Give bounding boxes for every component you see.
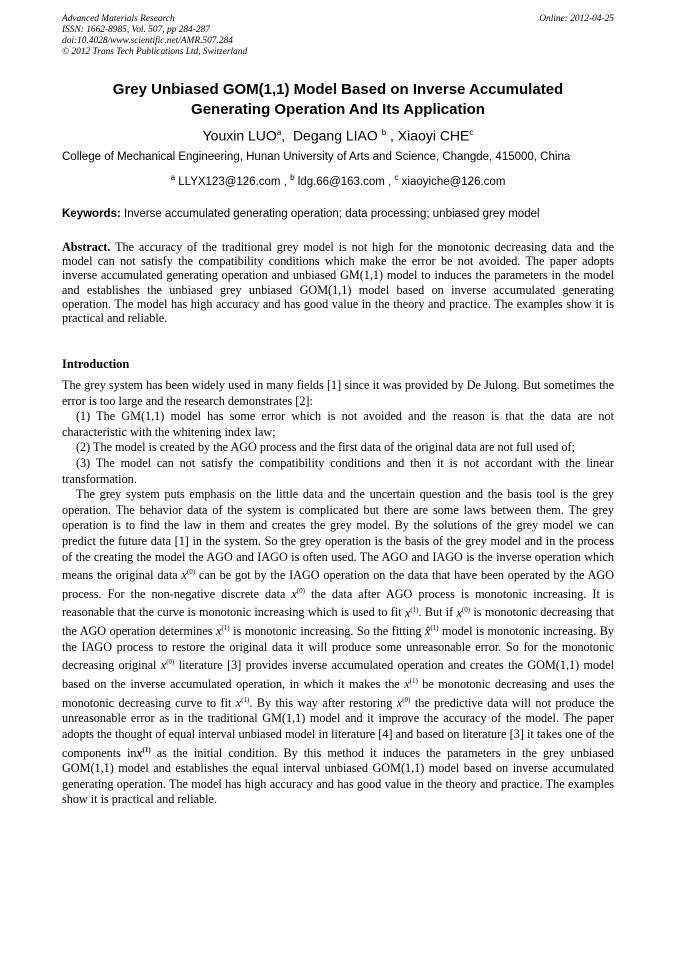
journal-issn: ISSN: 1662-8985, Vol. 507, pp 284-287	[62, 25, 210, 35]
text-run: . By this way after restoring	[249, 695, 397, 710]
math-sup: (1)	[142, 745, 151, 754]
math-sup: (1)	[430, 624, 439, 633]
author-1-mark: a	[276, 128, 282, 137]
math-x1	[404, 677, 418, 691]
abstract	[62, 240, 614, 325]
math-sup: (1)	[410, 605, 419, 614]
email-2: ldg.66@163.com	[297, 175, 385, 188]
email-1: LLYX123@126.com	[178, 175, 281, 188]
introduction-body	[62, 378, 614, 808]
text-run: as the initial condition. By this method it induces the parameters in the grey unbiased GOM(1,1) model and establishes the equal interval unbiased GOM(1,1) model based on inverse accumulated generating operation. The model has high accuracy and has good value in the theory and practice. The examples show it is practical and reliable.	[62, 745, 614, 807]
keywords-label: Keywords:	[62, 208, 121, 220]
email-3: xiaoyiche@126.com	[401, 175, 506, 188]
math-var: x	[404, 605, 411, 620]
keywords-text: Inverse accumulated generating operation; data processing; unbiased grey model	[124, 208, 540, 220]
math-var: x	[136, 745, 143, 760]
intro-list-item-2: (2) The model is created by the AGO process and the first data of the original data are not full used of;	[76, 440, 575, 455]
text-run: literature [3] provides inverse accumulated operation and creates the GOM(1,1) model based on the inverse accumulated operation, in which it makes the	[62, 658, 615, 692]
text-run: can be got by the IAGO operation on the data that have been operated by the AGO process. For the non-negative discrete data	[62, 568, 615, 601]
author-3: Xiaoyi CHE	[397, 127, 470, 144]
math-sup: (1)	[409, 677, 418, 685]
math-sup: (1)	[221, 624, 230, 633]
math-var: x	[404, 677, 410, 692]
math-var: x	[181, 568, 187, 583]
author-2-mark: b	[381, 128, 387, 137]
math-var: x	[291, 586, 297, 601]
math-sup: (1)	[241, 695, 250, 704]
math-x1	[405, 606, 419, 620]
section-heading-introduction: Introduction	[62, 357, 130, 371]
author-2: Degang LIAO	[292, 127, 382, 144]
intro-list-item-3: (3) The model can not satisfy the compatibility conditions and then it is not accordant with the linear transformation.	[62, 455, 614, 486]
math-x0	[397, 696, 411, 710]
title-line-1: Grey Unbiased GOM(1,1) Model Based on Inverse Accumulated	[112, 81, 564, 98]
intro-list-item-1: (1) The GM(1,1) model has some error which is not avoided and the reason is that the data are not characteristic with the whitening index law;	[62, 409, 614, 439]
email-2-mark: b	[290, 173, 295, 182]
math-var: x̂	[424, 624, 431, 639]
title-line-2: Generating Operation And Its Application	[191, 101, 485, 118]
email-1-mark: a	[170, 173, 176, 182]
intro-paragraph-2	[62, 487, 614, 808]
text-run: model is monotonic increasing. By the IAGO process to restore the original data it will produce some unreasonable error. So for the monotonic decreasing original	[62, 624, 614, 673]
affiliation: College of Mechanical Engineering, Hunan University of Arts and Science, Changde, 415000, China	[62, 151, 571, 163]
abstract-label: Abstract.	[62, 240, 111, 254]
text-run: the data after AGO process is monotonic increasing. It is reasonable that the curve is monotonic increasing which is used to fit	[62, 586, 614, 620]
text-run: be monotonic decreasing and uses the monotonic decreasing curve to fit	[62, 677, 614, 710]
math-x0	[161, 658, 175, 672]
math-x0	[291, 587, 305, 601]
author-1: Youxin LUO	[202, 127, 277, 144]
text-run: is monotonic increasing. So the fitting	[229, 624, 425, 639]
math-sup: (0)	[166, 658, 175, 667]
journal-doi: doi:10.4028/www.scientific.net/AMR.507.284	[62, 36, 233, 46]
email-list: $^a$ LLYX123@126.com , $^b$ ldg.66@163.com , $^c$ xiaoyiche@126.com	[170, 173, 506, 188]
math-sup: (0)	[461, 605, 471, 614]
math-var: x	[160, 658, 167, 673]
text-run: is monotonic decreasing that the AGO operation determines	[62, 605, 614, 639]
math-var: x	[216, 624, 222, 639]
math-xhat1	[425, 624, 439, 638]
math-x0	[182, 568, 196, 582]
math-var: x	[235, 695, 242, 710]
math-x0	[457, 606, 471, 620]
author-list: Youxin LUO$^a$, Degang LIAO $^b$ , Xiaoyi CHE$^c$	[202, 127, 474, 144]
math-sup: (0)	[296, 586, 305, 595]
math-var: x	[456, 605, 462, 620]
keywords	[62, 207, 622, 221]
abstract-text: The accuracy of the traditional grey model is not high for the monotonic decreasing data and the model can not satisfy the compatibility conditions which make the error be not avoided. The paper adopts inverse accumulated generating operation and unbiased GM(1,1) model to induces the parameters in the model and establishes the unbiased grey unbiased GOM(1,1) model based on inverse accumulated generating operation. The model has high accuracy and has good value in the theory and practice. The examples show it is practical and reliable.	[62, 240, 614, 326]
email-3-mark: c	[394, 173, 399, 182]
text-run: The grey system puts emphasis on the little data and the uncertain question and the basis tool is the grey operation. The behavior data of the system is complicated but there are some laws between them. The grey operation is to find the law in them and creates the grey model. By the solutions of the grey model we can predict the future data [1] in the system. So the grey operation is the basis of the grey model and in the process of the creating the model the AGO and IAGO is often used. The AGO and IAGO is the inverse operation which means the original data	[62, 487, 614, 583]
journal-copyright: © 2012 Trans Tech Publications Ltd, Switzerland	[62, 47, 248, 57]
math-bold-x1	[136, 746, 150, 760]
math-sup: (0)	[186, 568, 196, 577]
math-x1	[216, 624, 230, 638]
online-date: Online: 2012-04-25	[539, 14, 614, 24]
math-var: x	[396, 695, 403, 710]
journal-header	[62, 14, 614, 58]
paper-title	[62, 80, 614, 120]
author-3-mark: c	[469, 128, 474, 137]
text-run: . But if	[418, 605, 457, 620]
math-x1	[236, 696, 250, 710]
math-sup: (0)	[402, 695, 411, 704]
journal-name: Advanced Materials Research	[62, 14, 175, 24]
intro-paragraph-1: The grey system has been widely used in many fields [1] since it was provided by De Julong. But sometimes the error is too large and the research demonstrates [2]:	[62, 378, 614, 408]
text-run: the predictive data will not produce the unreasonable error as in the traditional GM(1,1) model and it improve the accuracy of the model. The paper adopts the thought of equal interval unbiased model in literature [4] and based on literature [3] it takes one of the components in	[62, 695, 614, 760]
